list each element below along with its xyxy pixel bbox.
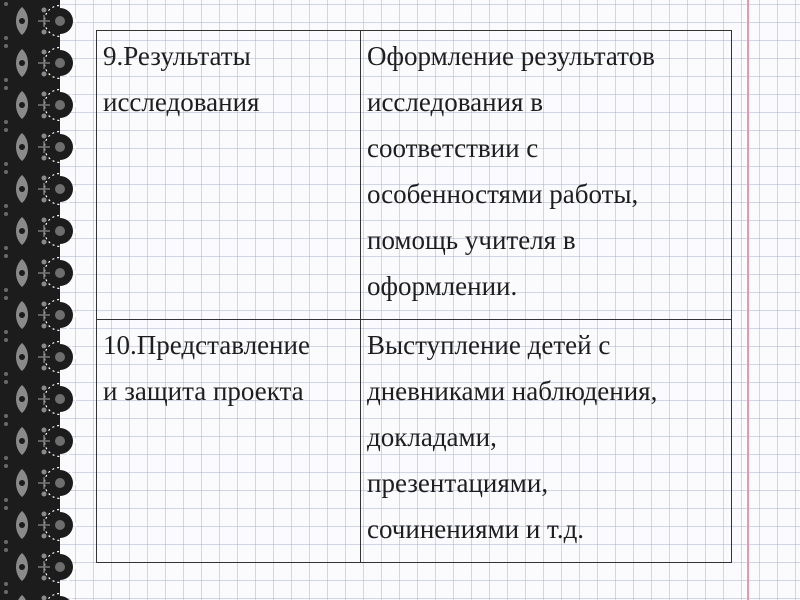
stage-title-cell	[97, 320, 361, 563]
lace-border-decoration	[0, 0, 86, 600]
notebook-margin-line	[747, 0, 749, 600]
table-row	[97, 320, 732, 563]
stage-description: Оформление результатов исследования в соответствии с особенностями работы, помощь учителя в оформлении.	[367, 41, 655, 301]
stage-title-cell	[97, 31, 361, 320]
table-row	[97, 31, 732, 320]
stage-title: 10.Представление и защита проекта	[103, 330, 310, 406]
stage-description: Выступление детей с дневниками наблюдения, докладами, презентациями, сочинениями и т.д.	[367, 330, 658, 544]
stage-description-cell	[361, 320, 732, 563]
stage-title: 9.Результаты исследования	[103, 41, 260, 117]
stages-table	[96, 30, 732, 563]
stage-description-cell	[361, 31, 732, 320]
